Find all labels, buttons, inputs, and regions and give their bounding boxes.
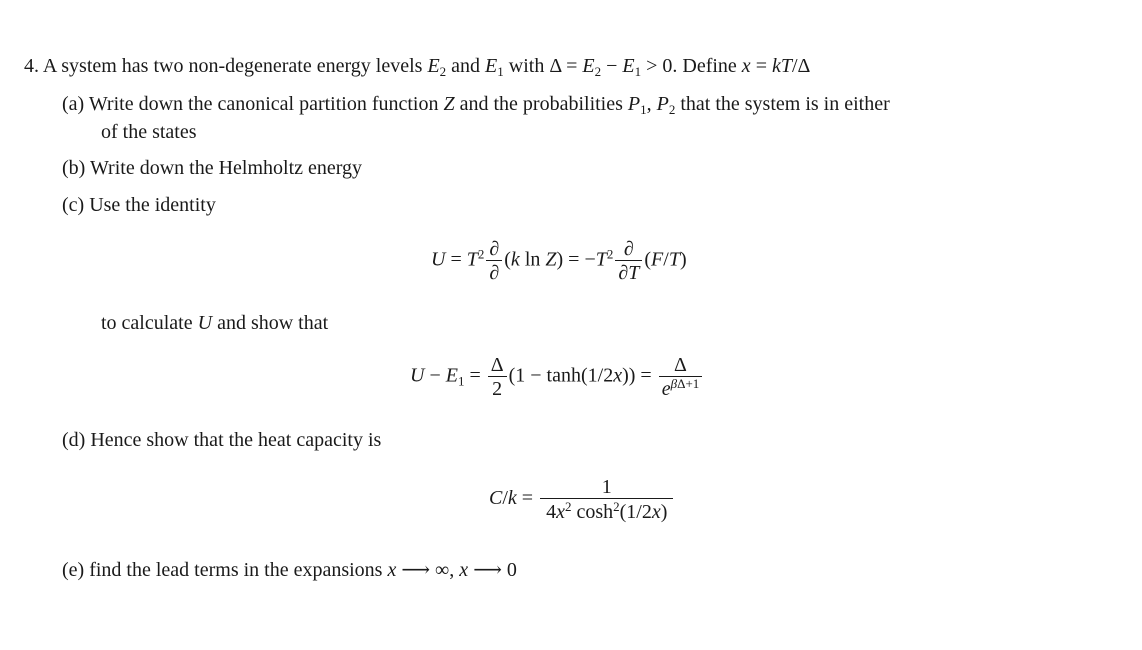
part-a-continued: of the states — [101, 121, 197, 143]
equation-energy-result: $U - E_1$ = $\frac{\Delta}{2}$ (1 − tanh(1/2x)) = $\frac{\Delta}{e^{\beta\Delta+1}}$ — [410, 354, 704, 400]
part-b: (b) Write down the Helmholtz energy — [62, 157, 363, 179]
part-c-label: (c) — [62, 194, 85, 216]
delta-definition: $\Delta = E_2 - E_1 > 0$ — [549, 55, 673, 79]
equation-heat-capacity: C/k = $\frac{1}{4x^2 \cosh^2(1/2x)}$ — [489, 476, 675, 523]
part-e: (e) find the lead terms in the expansions x ⟶ ∞, x ⟶ 0 — [62, 559, 517, 581]
part-a: (a) Write down the canonical partition function Z and the probabilities $P_1$, $P_2$ that the system is in either — [62, 93, 890, 117]
part-c-followup: to calculate U and show that — [101, 312, 329, 334]
problem-statement: 4. A system has two non-degenerate energy levels $E_2$ and $E_1$ with $\Delta = E_2 - E_1 > 0$. Define x = kT/Δ — [24, 55, 811, 79]
part-e-label: (e) — [62, 559, 85, 581]
part-c: (c) Use the identity — [62, 194, 216, 216]
expansion-limits: x ⟶ ∞, x ⟶ 0 — [387, 559, 517, 581]
problem-number: 4. — [24, 55, 39, 77]
x-definition: x = kT/Δ — [741, 55, 811, 77]
part-d: (d) Hence show that the heat capacity is — [62, 429, 382, 451]
part-a-label: (a) — [62, 93, 85, 115]
part-d-label: (d) — [62, 429, 86, 451]
equation-internal-energy-identity: $U = T^2$ $\frac{\partial}{\partial}$ (k $\ln Z) = -T^2$ $\frac{\partial}{\partial T}$ (F/T) — [431, 238, 687, 284]
problem-intro: A system has two non-degenerate energy levels — [42, 55, 423, 77]
part-b-label: (b) — [62, 157, 86, 179]
